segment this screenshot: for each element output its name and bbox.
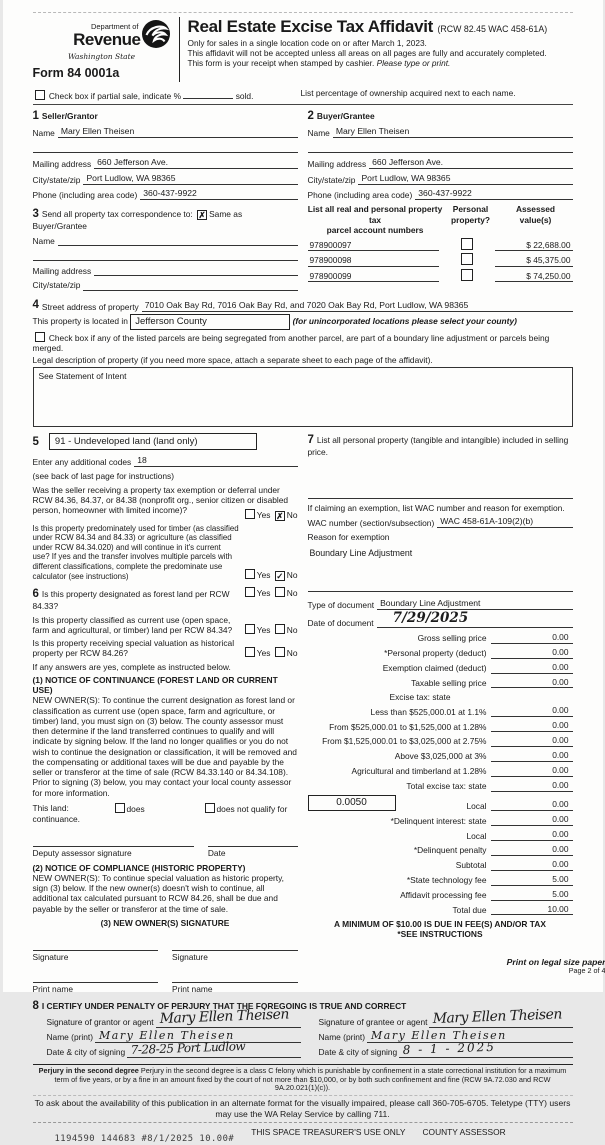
print-legal-note: Print on legal size paper xyxy=(506,956,605,967)
exemption-yes-checkbox[interactable] xyxy=(245,509,255,519)
parcel-number-field[interactable]: 978900097 xyxy=(308,240,439,251)
buyer-name2-field[interactable] xyxy=(308,142,573,153)
print-name-label: Print name xyxy=(32,984,73,995)
personal-property-checkbox[interactable] xyxy=(461,269,473,281)
section-6-forest: 6 Is this property designated as forest land per RCW 84.33? Yes No xyxy=(32,588,298,612)
seller-phone-label: Phone (including area code) xyxy=(32,190,138,201)
notice-compliance-body: NEW OWNER(S): To continue special valuation as historic property, sign (3) below. If the new owner(s) doesn't wish to continue, all additional tax calculated pursuant to RCW 84.26, shall be due and payable by the seller or transferor at the time of sale. xyxy=(32,872,284,914)
current-use-question: Is this property classified as current use (open space, farm and agricultural, or timber) land per RCW 84.34? xyxy=(32,614,233,635)
reason-exemption-label: Reason for exemption xyxy=(307,531,390,542)
title-rcw-ref: (RCW 82.45 WAC 458-61A) xyxy=(437,24,548,34)
current-use-yes-checkbox[interactable] xyxy=(245,624,255,634)
buyer-mailing-label: Mailing address xyxy=(307,159,367,170)
see-back-note: (see back of last page for instructions) xyxy=(32,470,175,481)
buyer-heading: Buyer/Grantee xyxy=(316,110,375,121)
section-7-number: 7 xyxy=(307,434,314,447)
historic-no-checkbox[interactable] xyxy=(275,647,285,657)
section-5-number: 5 xyxy=(32,435,39,448)
excise-state-heading: Excise tax: state xyxy=(389,691,451,702)
buyer-name-field[interactable]: Mary Ellen Theisen xyxy=(333,126,573,138)
scan-artifact xyxy=(33,1095,573,1096)
delinquent-penalty-label: *Delinquent penalty xyxy=(413,845,487,856)
grantee-print-name-label: Name (print) xyxy=(318,1032,366,1043)
reet-affidavit-form xyxy=(3,0,605,1145)
grantor-signature-label: Signature of grantor or agent xyxy=(46,1017,154,1028)
table-row xyxy=(308,253,573,266)
delinquent-interest-local-field[interactable]: 0.00 xyxy=(491,829,573,841)
buyer-city-field[interactable]: Port Ludlow, WA 98365 xyxy=(358,173,572,185)
taxable-selling-price-field[interactable]: 0.00 xyxy=(491,677,573,689)
local-rate-field[interactable]: 0.0050 xyxy=(308,795,396,811)
parcel-table xyxy=(308,204,573,282)
form-number: Form 84 0001a xyxy=(32,66,120,81)
gross-selling-price-label: Gross selling price xyxy=(417,633,487,644)
partial-sale-label: Check box if partial sale, indicate % xyxy=(48,90,182,101)
section-3-correspondence xyxy=(33,207,298,231)
agency-dept-of: Department of xyxy=(90,22,139,32)
ownership-note: List percentage of ownership acquired next to each name. xyxy=(300,87,516,98)
grantor-date-city-label: Date & city of signing xyxy=(46,1047,126,1058)
does-not-label: does not qualify for xyxy=(216,803,288,814)
alternate-format-note: To ask about the availability of this publication in an alternate format for the visually impaired, please call 360-705-6705. Teletype (TTY) users may use the WA Relay Service by calling 711. xyxy=(34,1098,571,1119)
signature-label: Signature xyxy=(172,952,208,963)
agency-revenue: Revenue xyxy=(73,29,141,49)
partial-sale-suffix: sold. xyxy=(235,90,254,101)
county-assessor-label: COUNTY ASSESSOR xyxy=(422,1127,506,1138)
new-owner-signature-field-1[interactable] xyxy=(33,938,159,951)
grantor-date-city-field[interactable]: 7-28-25 Port Ludlow xyxy=(127,1044,300,1058)
grantee-print-name-field[interactable]: Mary Ellen Theisen xyxy=(367,1029,572,1043)
seller-name-field[interactable]: Mary Ellen Theisen xyxy=(58,126,298,138)
buyer-phone-field[interactable]: 360-437-9922 xyxy=(415,188,572,200)
buyer-city-label: City/state/zip xyxy=(307,174,356,185)
header-notes xyxy=(188,38,573,68)
same-as-buyer-label: Same as Buyer/Grantee xyxy=(32,209,243,232)
deputy-assessor-label: Deputy assessor signature xyxy=(32,848,132,859)
taxable-selling-price-label: Taxable selling price xyxy=(411,678,487,689)
correspondence-label: Send all property tax correspondence to: xyxy=(41,209,193,220)
grantor-signature-field[interactable]: Mary Ellen Theisen xyxy=(156,1014,301,1028)
exemption-claimed-label: Exemption claimed (deduct) xyxy=(382,663,487,674)
historic-yes-checkbox[interactable] xyxy=(245,647,255,657)
tier1-label: Less than $525,000.01 at 1.1% xyxy=(370,706,487,717)
exemption-note: If claiming an exemption, list WAC number and reason for exemption. xyxy=(307,502,565,513)
grantor-print-name-field[interactable]: Mary Ellen Theisen xyxy=(95,1029,300,1043)
no-label: No xyxy=(286,509,298,520)
timber-no-checkbox[interactable]: ✓ xyxy=(276,571,284,582)
same-as-buyer-checkbox[interactable]: ✗ xyxy=(198,210,206,221)
county-select[interactable]: Jefferson County xyxy=(130,314,290,330)
correspondence-city-label: City/state/zip xyxy=(32,280,81,291)
seller-phone-field[interactable]: 360-437-9922 xyxy=(140,188,297,200)
buyer-name-label: Name xyxy=(307,128,330,139)
personal-property-checkbox[interactable] xyxy=(461,253,473,265)
doc-date-label: Date of document xyxy=(307,618,374,629)
subtotal-label: Subtotal xyxy=(455,860,487,871)
print-name-label: Print name xyxy=(172,984,213,995)
correspondence-mailing-field[interactable] xyxy=(94,265,297,276)
header-note-3: This form is your receipt when stamped by cashier. Please type or print. xyxy=(187,58,451,69)
continuance-label: continuance. xyxy=(32,814,80,825)
buyer-phone-label: Phone (including area code) xyxy=(307,190,413,201)
land-use-code-select[interactable]: 91 - Undeveloped land (land only) xyxy=(49,433,257,450)
exemption-question: Was the seller receiving a property tax exemption or deferral under RCW 84.36, 84.37, or 84.38 (nonprofit org., senior citizen or disabled person, homeowner with limited income)? xyxy=(32,484,289,516)
exemption-claimed-field[interactable]: 0.00 xyxy=(491,662,573,674)
grantee-signature-field[interactable]: Mary Ellen Theisen xyxy=(429,1014,572,1028)
wac-number-label: WAC number (section/subsection) xyxy=(307,518,435,529)
state-technology-fee-field[interactable]: 5.00 xyxy=(491,874,573,886)
correspondence-name-field[interactable] xyxy=(58,235,298,246)
legal-description-field[interactable]: See Statement of Intent xyxy=(33,367,573,427)
new-owners-signature-title: (3) NEW OWNER(S) SIGNATURE xyxy=(100,917,230,928)
correspondence-mailing-label: Mailing address xyxy=(32,265,92,276)
partial-sale-line xyxy=(33,88,254,101)
section-2-number: 2 xyxy=(307,109,314,122)
if-any-note: If any answers are yes, complete as instructed below. xyxy=(32,661,231,672)
tier4-label: Above $3,025,000 at 3% xyxy=(394,751,487,762)
page-number: Page 2 of 4 xyxy=(568,966,605,976)
parcel-number-field[interactable]: 978900098 xyxy=(308,255,439,266)
parcel-col-header: List all real and personal property tax parcel account numbers xyxy=(307,204,443,235)
timber-question: Is this property predominately used for timber (as classified under RCW 84.34 and 84.33) or agriculture (as classified under RCW 84.34.020) and will continue in it's current use? If yes and the transfer involves multiple parcels with different classifications, complete the predominate use calculator (see instructions) xyxy=(32,523,239,581)
correspondence-name-label: Name xyxy=(32,235,55,246)
see-instructions-note: *SEE INSTRUCTIONS xyxy=(397,928,483,939)
historic-question: Is this property receiving special valuation as historical property per RCW 84.26? xyxy=(32,638,235,659)
tier3-field[interactable]: 0.00 xyxy=(491,735,573,747)
dor-logo-icon xyxy=(141,19,171,51)
segregated-checkbox[interactable] xyxy=(35,332,45,342)
new-owner-print-field-2[interactable] xyxy=(172,970,298,983)
personal-property-col-header: Personal property? xyxy=(450,204,491,225)
does-not-checkbox[interactable] xyxy=(205,803,215,813)
partial-sale-checkbox[interactable] xyxy=(35,90,45,100)
affidavit-processing-fee-label: Affidavit processing fee xyxy=(400,890,487,901)
no-label: No xyxy=(286,570,298,581)
personal-property-label: List all personal property (tangible and intangible) included in selling price. xyxy=(307,435,569,458)
agency-washington-state: Washington State xyxy=(67,52,136,62)
cashier-stamp: 1194590 144683 #8/1/2025 10.00# xyxy=(54,1134,235,1145)
seller-name2-field[interactable] xyxy=(33,142,298,153)
new-owner-print-field-1[interactable] xyxy=(33,970,159,983)
section-4-number: 4 xyxy=(32,299,39,312)
notice-continuance-body: NEW OWNER(S): To continue the current designation as forest land or classification as current use (open space, farm and agriculture, or timber) land, you must sign on (3) below. The county assessor must then determine if the land transferred continues to qualify and will indicate by signing below. If the land no longer qualifies or you do not wish to continue the designation or classification, it will be removed and the compensating or additional taxes will be due and payable by the seller or transferor at the time of sale (RCW 84.33.140 or 84.34.108). Prior to signing (3) below, you may contact your local county assessor for more information. xyxy=(32,695,297,798)
agricultural-label: Agricultural and timberland at 1.28% xyxy=(351,766,487,777)
tier4-field[interactable]: 0.00 xyxy=(491,750,573,762)
partial-sale-percent-input[interactable] xyxy=(183,88,233,99)
doc-type-field[interactable]: Boundary Line Adjustment xyxy=(377,598,572,610)
gross-selling-price-field[interactable]: 0.00 xyxy=(491,632,573,644)
exemption-no-checkbox[interactable]: ✗ xyxy=(276,510,284,521)
notice-continuance-title: (1) NOTICE OF CONTINUANCE (FOREST LAND OR CURRENT USE) xyxy=(32,674,278,696)
grantor-print-name-label: Name (print) xyxy=(46,1032,94,1043)
seller-city-label: City/state/zip xyxy=(32,174,81,185)
timber-yes-checkbox[interactable] xyxy=(245,569,255,579)
located-in-label: This property is located in xyxy=(32,316,128,327)
section-2-buyer xyxy=(308,109,573,294)
page-title: Real Estate Excise Tax Affidavit (RCW 82.45 WAC 458-61A) xyxy=(187,17,548,36)
section-1-seller xyxy=(33,109,298,294)
new-owner-signature-field-2[interactable] xyxy=(172,938,298,951)
seller-heading: Seller/Grantor xyxy=(41,110,98,121)
additional-codes-field[interactable]: 18 xyxy=(134,455,297,467)
does-label: does xyxy=(126,803,145,814)
assessed-value-field[interactable]: $ 45,375.00 xyxy=(495,255,573,266)
deputy-date-label: Date xyxy=(207,848,226,859)
located-in-note: (for unincorporated locations please select your county) xyxy=(292,316,517,327)
section-4-property xyxy=(33,298,573,427)
treasurer-use-label: THIS SPACE TREASURER'S USE ONLY xyxy=(251,1127,406,1138)
local-tax-label: Local xyxy=(466,800,487,811)
seller-name-label: Name xyxy=(32,128,55,139)
delinquent-interest-state-field[interactable]: 0.00 xyxy=(491,814,573,826)
minimum-due-note: A MINIMUM OF $10.00 IS DUE IN FEE(S) AND/OR TAX xyxy=(334,918,546,929)
section-divider xyxy=(33,104,573,105)
assessed-value-col-header: Assessed value(s) xyxy=(515,204,556,225)
agricultural-field[interactable]: 0.00 xyxy=(491,765,573,777)
forest-no-checkbox[interactable] xyxy=(275,587,285,597)
yes-label: Yes xyxy=(256,570,271,581)
wac-number-field[interactable]: WAC 458-61A-109(2)(b) xyxy=(437,516,572,528)
segregated-label: Check box if any of the listed parcels are being segregated from another parcel, are part of a boundary line adjustment or parcels being merged. xyxy=(32,332,550,353)
section-3-number: 3 xyxy=(32,208,39,221)
print-note-block xyxy=(507,957,605,976)
local-tax-field[interactable]: 0.00 xyxy=(491,799,573,811)
section-5-6-column: 5 91 - Undeveloped land (land only) Enter any additional codes 18 (see back of last page for instructions) Was the seller receiving a property tax exemption or deferral under RCW 84.36, 84.37, or 84.38 (nonprofit org., senior citizen or disabled person, homeowner with limited income)? Yes ✗ No Is this property predominately used for timber (as classified under RCW 84.34 and 84.33) or agriculture (as classified under RCW 84.34.020) and will continue in it's current use? If yes and the transfer involves multiple parcels with different classifications, complete the predominate use calculator (see instructions) Yes ✓ No 6 Is this property designated as forest land per RCW 84.33? Yes No Is this property classified as current use (open space, farm and agricultural, or timber) land per RCW 84.34? Yes No Is this property receiving special valuation as historical property per RCW 84.26? Yes No If any answers are yes, complete as instructed below. (1) NOTICE OF CONTINUANCE (FOREST LAND OR CURRENT USE) NEW OWNER(S): To continue the current designation as forest land or classification as current use (open space, farm and agriculture, or timber) land, you must sign on (3) below. The county assessor must then determine if the land transferred continues to qualify and will indicate by signing below. If the land no longer qualifies or you do not wish to continue the designation or classification, it will be removed and the compensating or additional taxes will be due and payable by the seller or transferor at the time of sale (RCW 84.33.140 or 84.34.108). Prior to signing (3) below, you may contact your local county assessor for more information. This land: does does not qualify for continuance. Deputy assessor signature Date (2) NOTICE OF COMPLIANCE (HISTORIC PROPERTY) NEW OWNER(S): To continue special valuation as historic property, sign (3) below. If the new owner(s) doesn't wish to continue, all additional tax calculated pursuant to RCW 84.26, shall be due and payable by the seller or transferor at the time of sale. (3) NEW OWNER(S) SIGNATURE Signature Print name Signature Print name xyxy=(33,433,298,994)
scan-artifact xyxy=(33,12,573,13)
assessed-value-field[interactable]: $ 74,250.00 xyxy=(495,271,573,282)
doc-date-field[interactable]: 7/29/2025 xyxy=(377,610,573,628)
deputy-date-field[interactable] xyxy=(208,834,298,847)
total-due-field[interactable]: 10.00 xyxy=(491,904,573,916)
legal-description-label: Legal description of property (if you need more space, attach a separate sheet to each page of the affidavit). xyxy=(32,355,433,366)
header-note-2: This affidavit will not be accepted unless all areas on all pages are fully and accurately completed. xyxy=(187,48,547,59)
seller-mailing-field[interactable]: 660 Jefferson Ave. xyxy=(94,157,297,169)
header-divider xyxy=(179,17,180,82)
table-row xyxy=(308,238,573,251)
current-use-no-checkbox[interactable] xyxy=(275,624,285,634)
notice-compliance-title: (2) NOTICE OF COMPLIANCE (HISTORIC PROPERTY) xyxy=(32,862,246,873)
tier1-field[interactable]: 0.00 xyxy=(491,705,573,717)
tier3-label: From $1,525,000.01 to $3,025,000 at 2.75% xyxy=(322,736,487,747)
doc-type-label: Type of document xyxy=(307,599,375,610)
forest-yes-checkbox[interactable] xyxy=(245,587,255,597)
seller-mailing-label: Mailing address xyxy=(32,159,92,170)
subtotal-field[interactable]: 0.00 xyxy=(491,859,573,871)
tier2-label: From $525,000.01 to $1,525,000 at 1.28% xyxy=(329,721,487,732)
delinquent-interest-state-label: *Delinquent interest: state xyxy=(390,815,487,826)
additional-codes-label: Enter any additional codes xyxy=(32,456,132,467)
perjury-note: Perjury in the second degree Perjury in the second degree is a class C felony which is punishable by confinement in a state correctional institution for a maximum term of five years, or by a fine in an amount fixed by the court of not more than $10,000, or by both such confinement and fine (RCW 9A.72.030 and RCW 9A.20.021(1)(c)). xyxy=(33,1064,573,1094)
correspondence-name2-field[interactable] xyxy=(33,250,298,261)
section-7-tax-column xyxy=(308,433,573,994)
street-address-label: Street address of property xyxy=(41,301,139,312)
personal-property-field[interactable] xyxy=(308,488,573,499)
parcel-number-field[interactable]: 978900099 xyxy=(308,271,439,282)
affidavit-processing-fee-field[interactable]: 5.00 xyxy=(491,889,573,901)
form-header xyxy=(33,17,573,82)
tier2-field[interactable]: 0.00 xyxy=(491,720,573,732)
header-note-1: Only for sales in a single location code on or after March 1, 2023. xyxy=(187,38,427,48)
correspondence-city-field[interactable] xyxy=(83,280,297,291)
delinquent-interest-local-label: Local xyxy=(466,830,487,841)
signature-label: Signature xyxy=(32,952,69,963)
this-land-label: This land: xyxy=(32,802,69,813)
total-excise-state-field[interactable]: 0.00 xyxy=(491,780,573,792)
seller-city-field[interactable]: Port Ludlow, WA 98365 xyxy=(83,173,297,185)
total-excise-state-label: Total excise tax: state xyxy=(406,781,487,792)
yes-label: Yes xyxy=(256,509,271,520)
personal-property-deduct-label: *Personal property (deduct) xyxy=(384,648,487,659)
does-checkbox[interactable] xyxy=(115,803,125,813)
personal-property-deduct-field[interactable]: 0.00 xyxy=(491,647,573,659)
treasurer-strip xyxy=(33,1122,573,1145)
buyer-mailing-field[interactable]: 660 Jefferson Ave. xyxy=(369,157,572,169)
grantee-date-city-field[interactable]: 8 - 1 - 2025 xyxy=(399,1044,572,1058)
personal-property-checkbox[interactable] xyxy=(461,238,473,250)
section-6-number: 6 xyxy=(32,588,39,601)
reason-exemption-line[interactable] xyxy=(308,581,573,592)
street-address-field[interactable]: 7010 Oak Bay Rd, 7016 Oak Bay Rd, and 7020 Oak Bay Rd, Port Ludlow, WA 98365 xyxy=(142,300,573,312)
certify-statement: I CERTIFY UNDER PENALTY OF PERJURY THAT THE FOREGOING IS TRUE AND CORRECT xyxy=(41,1000,407,1011)
reason-exemption-field[interactable]: Boundary Line Adjustment xyxy=(309,548,413,559)
delinquent-penalty-field[interactable]: 0.00 xyxy=(491,844,573,856)
total-due-label: Total due xyxy=(452,905,487,916)
forest-question: Is this property designated as forest land per RCW 84.33? xyxy=(32,589,230,612)
section-8-certify xyxy=(33,999,573,1059)
section-1-number: 1 xyxy=(32,109,39,122)
state-technology-fee-label: *State technology fee xyxy=(406,875,487,886)
grantee-date-city-label: Date & city of signing xyxy=(318,1047,398,1058)
this-land-row xyxy=(33,803,298,814)
section-8-number: 8 xyxy=(32,999,39,1012)
assessed-value-field[interactable]: $ 22,688.00 xyxy=(495,240,573,251)
dor-logo-block xyxy=(33,17,171,82)
table-row xyxy=(308,269,573,282)
deputy-assessor-signature-field[interactable] xyxy=(33,834,194,847)
grantee-signature-label: Signature of grantee or agent xyxy=(318,1017,428,1028)
